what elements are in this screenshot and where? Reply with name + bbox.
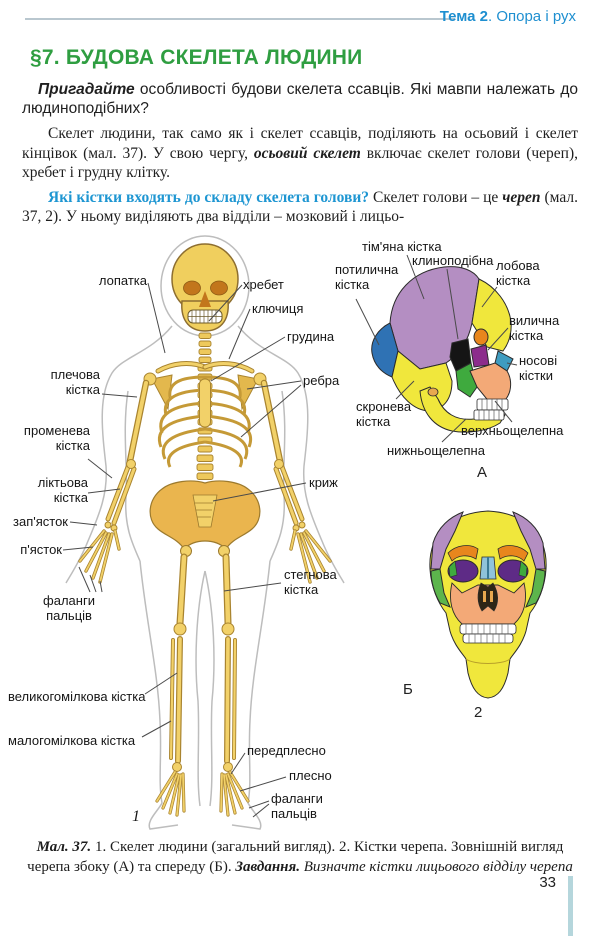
label-frontal: лобова кістка	[496, 257, 540, 289]
label-tibia: великогомілкова кістка	[8, 688, 146, 704]
header-divider	[25, 18, 455, 20]
intro-lead: Пригадайте	[38, 81, 135, 98]
figure-37	[0, 231, 600, 831]
marker-skull-b: Б	[403, 680, 413, 698]
marker-skull-a: А	[477, 463, 488, 481]
paragraph-axial-skeleton	[22, 124, 578, 182]
label-occipital: потилична кістка	[335, 261, 399, 293]
theme-heading	[440, 8, 576, 25]
label-clavicle: ключиця	[252, 300, 304, 316]
theme-title: . Опора і рух	[488, 8, 576, 25]
caption-lead: Мал. 37.	[36, 838, 92, 855]
label-phalanges-hand: фаланги пальців	[43, 592, 95, 624]
label-metacarpus: п'ясток	[20, 541, 62, 557]
label-sacrum: криж	[309, 474, 338, 490]
question-heading: Які кістки входять до складу скелета голови?	[48, 189, 370, 207]
intro-text: особливості будови скелета ссавців. Які мавпи належать до людиноподібних?	[22, 81, 578, 118]
paragraph-text: (мал. 37, 2). У ньому виділяють два відділи – мозковий і лицьо-	[22, 189, 578, 226]
label-mandible: нижньощелепна	[387, 442, 485, 458]
skeleton-skull	[172, 244, 238, 331]
label-metatarsus: плесно	[289, 767, 332, 783]
paragraph-text: Скелет голови – це	[369, 189, 503, 207]
theme-number: Тема 2	[439, 8, 488, 25]
label-nasal: носові кістки	[519, 352, 558, 384]
label-humerus: плечова кістка	[50, 366, 100, 398]
paragraph-text: Скелет людини, так само як і скелет ссавців, поділяють на осьовий і скелет кінцівок (мал. 37). У свою чергу,	[22, 125, 578, 162]
label-sphenoid: клиноподібна	[412, 252, 494, 268]
label-scapula: лопатка	[98, 272, 147, 288]
leg-bones	[157, 557, 248, 815]
label-ulna: ліктьова кістка	[37, 474, 88, 506]
label-ribs: ребра	[303, 372, 340, 388]
pelvis-bones	[150, 481, 260, 557]
label-fibula: малогомілкова кістка	[8, 732, 136, 748]
page-number-bar	[568, 876, 573, 936]
intro-paragraph	[22, 80, 578, 118]
caption-body: 1. Скелет людини (загальний вигляд). 2. Кістки черепа. Зовнішній вигляд черепа збоку (А) та спереду (Б).	[27, 838, 564, 875]
marker-skeleton-1: 1	[132, 807, 140, 825]
label-phalanges-foot: фаланги пальців	[271, 790, 323, 822]
term-skull: череп	[502, 189, 541, 207]
caption-task: Визначте кістки лицьового відділу черепа	[299, 858, 573, 875]
label-maxilla: верхньощелепна	[461, 422, 564, 438]
figure-caption	[17, 837, 583, 878]
label-parietal: тім'яна кістка	[362, 238, 442, 254]
term-axial-skeleton: осьовий скелет	[253, 144, 361, 162]
sternum-bone	[200, 379, 211, 427]
label-radius: променева кістка	[23, 422, 90, 454]
label-zygomatic: вилична кістка	[509, 312, 560, 344]
label-temporal: скронева кістка	[356, 398, 412, 430]
caption-task-lead: Завдання.	[235, 858, 300, 875]
section-title: §7. БУДОВА СКЕЛЕТА ЛЮДИНИ	[30, 46, 363, 69]
label-tarsus: передплесно	[247, 742, 326, 758]
label-sternum: грудина	[287, 328, 335, 344]
label-femur: стегнова кістка	[284, 566, 337, 598]
paragraph-text: включає скелет голови (череп), хребет і грудну клітку.	[22, 144, 578, 181]
paragraph-skull	[22, 188, 578, 226]
label-spine: хребет	[243, 276, 284, 292]
page-header	[0, 6, 600, 32]
label-wrist: зап'ясток	[13, 513, 68, 529]
page-number: 33	[539, 874, 556, 891]
marker-skull-2: 2	[474, 703, 483, 721]
skull-front-illustration	[430, 511, 546, 698]
